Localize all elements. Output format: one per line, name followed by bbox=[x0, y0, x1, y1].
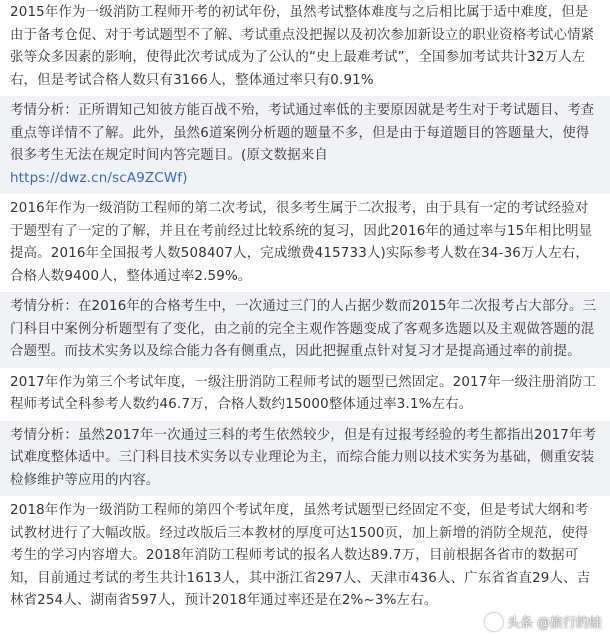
paragraph-2018: 2018年作为一级消防工程师的第四个考试年度，虽然考试题型已经固定不变，但是考试大纲和考试教材进行了大幅改版。经过改版后三本教材的厚度可达1500页，加上新增的消防全规范，使得考生的学习内容增大。2018年消防工程师考试的报名人数达89.7万，目前根据各省市的数据可知，目前通过考试的考生共计1613人，其中浙江省297人、天津市436人、广东省省直29人、吉林省254人、湖南省597人，预计2018年通过率还是在2%~3%左右。 bbox=[10, 503, 591, 608]
paragraph-2017-analysis: 考情分析：虽然2017年一次通过三科的考生依然较少，但是有过报考经验的考生都指出2017年考试难度整体适中。三门科目技术实务以专业理论为主，而综合能力则以技术实务为基础，侧重安装检修维护等应用的内容。 bbox=[0, 421, 610, 497]
paragraph-2015-analysis bbox=[0, 96, 610, 194]
toutiao-logo-icon bbox=[485, 613, 503, 631]
paragraph-2017: 2017年作为第三个考试年度，一级注册消防工程师考试的题型已然固定。2017年一级注册消防工程师考试全科参考人数约46.7万，合格人数约15000整体通过率3.1%左右。 bbox=[10, 374, 597, 412]
watermark-prefix: 头条 bbox=[506, 616, 533, 631]
paragraph-2016: 2016年作为一级消防工程师的第二次考试，很多考生属于二次报考，由于具有一定的考试经验对于题型有了一定的了解，并且在考前经过比较系统的复习，因此2016年的通过率与15年相比明显提高。2016年全国报考人数508407人，完成缴费415733人)实际参考人数在34-36万人左右，合格人数9400人，整体通过率2.59%。 bbox=[10, 201, 593, 284]
paragraph-2015-analysis-text: 考情分析：正所谓知己知彼方能百战不殆，考试通过率低的主要原因就是考生对于考试题目、考查重点等详情不了解。此外，虽然6道案例分析题的题量不多，但是由于每道题目的答题量大，使得很多考生无法在规定时间内答完题目。(原文数据来自 bbox=[10, 103, 595, 163]
paragraph-2016-analysis: 考情分析：在2016年的合格考生中，一次通过三门的人占据少数而2015年二次报考占大部分。三门科目中案例分析题型有了变化，由之前的完全主观作答题变成了客观多选题以及主观做答题的混合题型。而技术实务以及综合能力各有侧重点，因此把握重点针对复习才是提高通过率的前提。 bbox=[0, 292, 610, 368]
watermark-handle: @旅行的蛙 bbox=[536, 616, 602, 631]
source-link[interactable]: https://dwz.cn/scA9ZCWf) bbox=[10, 170, 188, 186]
watermark bbox=[485, 612, 602, 631]
paragraph-2015: 2015年作为一级消防工程师开考的初试年份，虽然考试整体难度与之后相比属于适中难度，但是由于备考仓促、对于考试题型不了解、考试重点没把握以及初次参加新设立的职业资格考试心情紧张等众多因素的影响，使得此次考试成为了公认的“史上最难考试”，全国参加考试共计32万人左右，但是考试合格人数只有3166人，整体通过率只有0.91% bbox=[10, 5, 595, 88]
